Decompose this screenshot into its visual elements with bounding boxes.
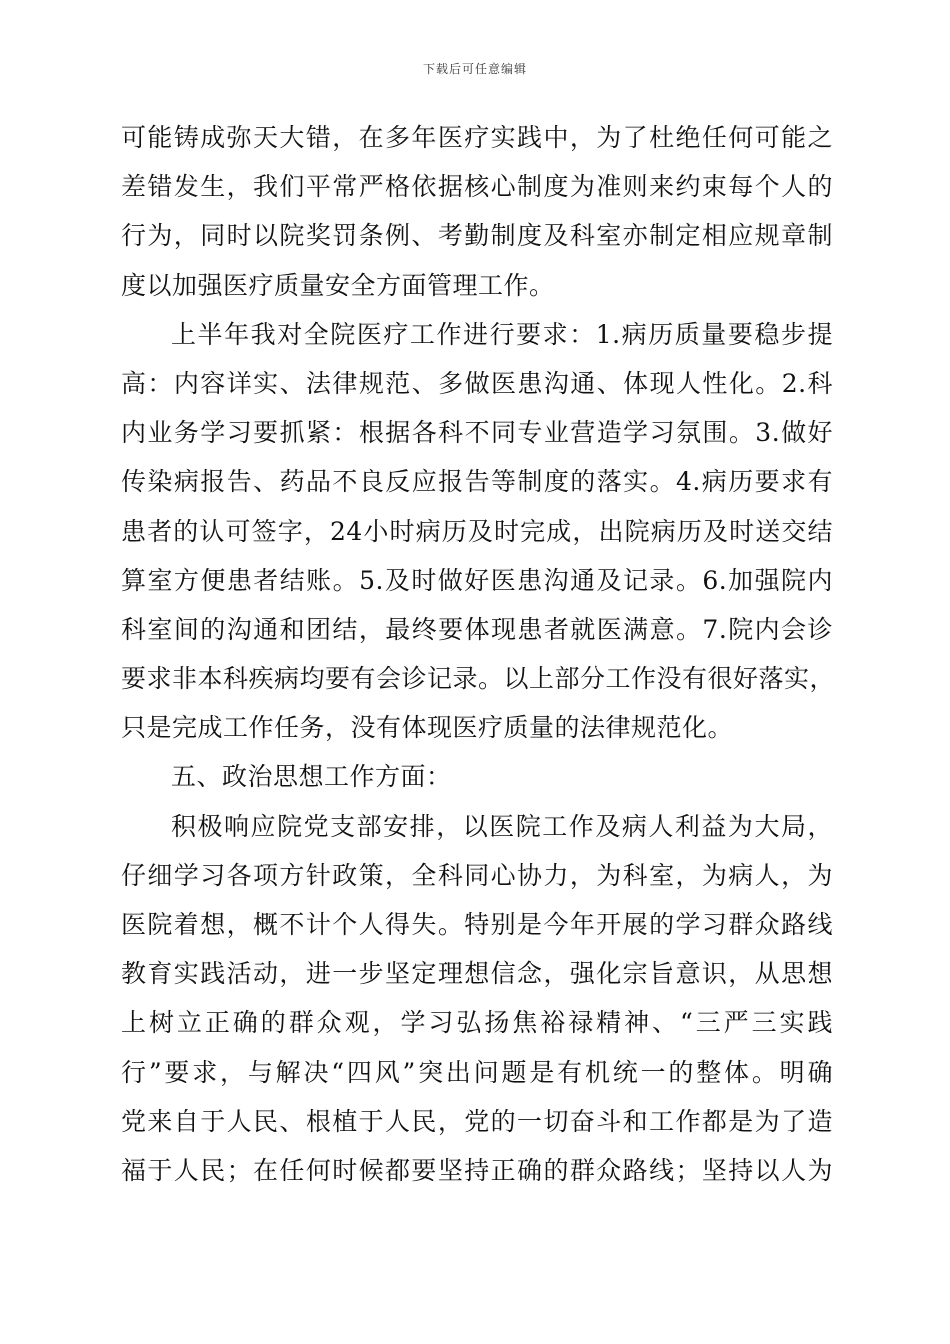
text-line: 医院着想，概不计个人得失。特别是今年开展的学习群众路线 [121, 910, 833, 939]
text-line: 内业务学习要抓紧：根据各科不同专业营造学习氛围。3.做好 [121, 418, 833, 448]
text-line: 差错发生，我们平常严格依据核心制度为准则来约束每个人的 [121, 172, 833, 202]
text-line: 行为，同时以院奖罚条例、考勤制度及科室亦制定相应规章制 [121, 221, 833, 251]
text-line: 传染病报告、药品不良反应报告等制度的落实。4.病历要求有 [121, 467, 833, 497]
text-line: 算室方便患者结账。5.及时做好医患沟通及记录。6.加强院内 [121, 565, 833, 595]
section-heading: 五、政治思想工作方面： [171, 762, 452, 792]
text-line: 高：内容详实、法律规范、多做医患沟通、体现人性化。2.科 [121, 368, 833, 398]
text-line: 行”要求，与解决“四风”突出问题是有机统一的整体。明确 [121, 1057, 833, 1087]
text-line: 度以加强医疗质量安全方面管理工作。 [121, 270, 555, 300]
text-line: 只是完成工作任务，没有体现医疗质量的法律规范化。 [121, 713, 734, 743]
text-line: 积极响应院党支部安排，以医院工作及病人利益为大局， [171, 811, 833, 841]
text-line: 患者的认可签字，24小时病历及时完成，出院病历及时送交结 [121, 516, 833, 546]
text-line: 福于人民；在任何时候都要坚持正确的群众路线；坚持以人为 [121, 1155, 833, 1185]
text-line: 上半年我对全院医疗工作进行要求：1.病历质量要稳步提 [171, 319, 833, 349]
text-line: 上树立正确的群众观，学习弘扬焦裕禄精神、“三严三实践 [121, 1008, 833, 1038]
text-line: 党来自于人民、根植于人民，党的一切奋斗和工作都是为了造 [121, 1106, 833, 1136]
page-header: 下载后可任意编辑 [422, 62, 527, 76]
text-line: 仔细学习各项方针政策，全科同心协力，为科室，为病人，为 [121, 860, 833, 890]
document-body [121, 113, 836, 1195]
text-line: 科室间的沟通和团结，最终要体现患者就医满意。7.院内会诊 [121, 614, 833, 644]
text-line: 要求非本科疾病均要有会诊记录。以上部分工作没有很好落实， [121, 664, 836, 694]
text-line: 可能铸成弥天大错，在多年医疗实践中，为了杜绝任何可能之 [121, 123, 833, 152]
text-line: 教育实践活动，进一步坚定理想信念，强化宗旨意识，从思想 [121, 959, 833, 989]
